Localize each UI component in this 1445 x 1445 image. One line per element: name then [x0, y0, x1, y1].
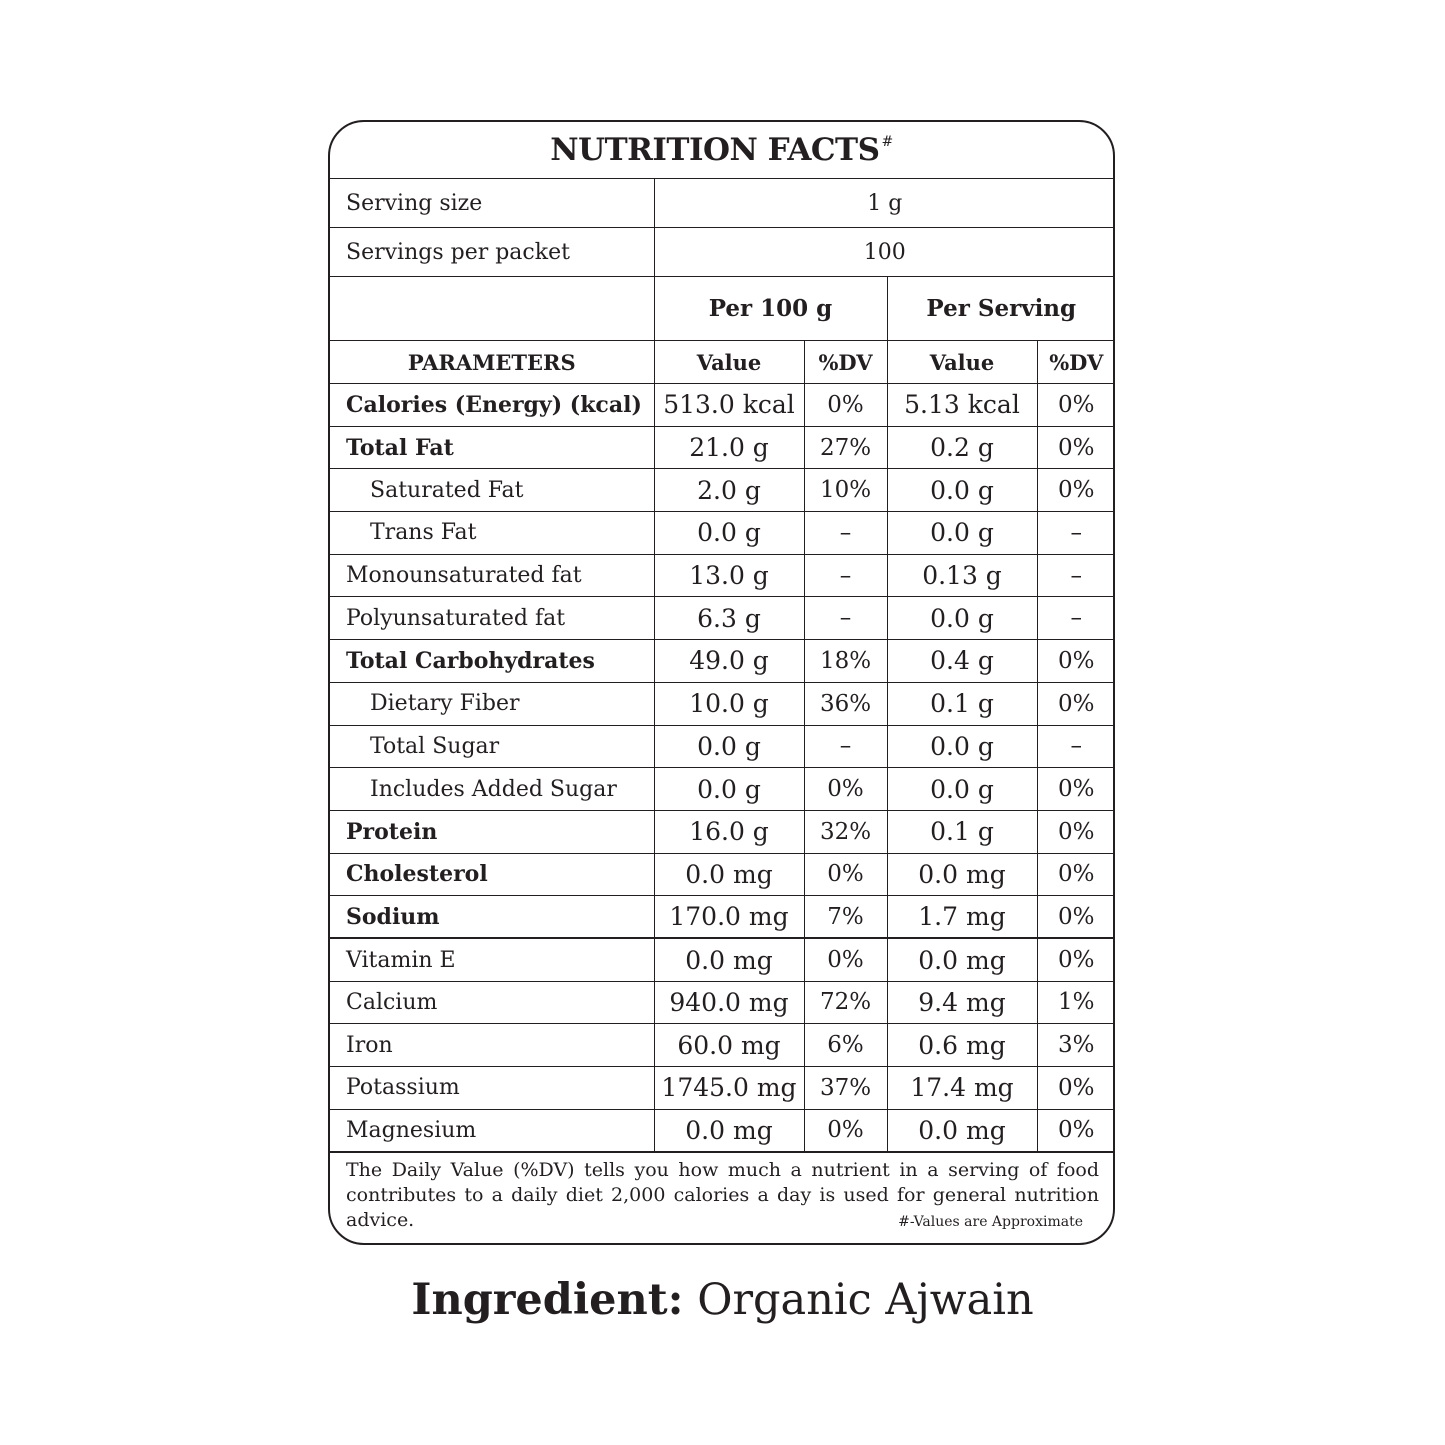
dv-serving: –: [1037, 725, 1115, 768]
panel-title: [330, 122, 1113, 178]
dv-serving: 0%: [1037, 682, 1115, 725]
group-header-per-serving: Per Serving: [887, 277, 1115, 341]
serving-size-value: 1 g: [654, 179, 1115, 228]
value-serving: 0.0 mg: [887, 1109, 1037, 1152]
column-header-dv-100g: %DV: [804, 341, 887, 384]
dv-serving: 0%: [1037, 469, 1115, 512]
dv-serving: 0%: [1037, 810, 1115, 853]
nutrient-name: Sodium: [330, 896, 654, 939]
value-serving: 0.0 g: [887, 512, 1037, 555]
servings-per-packet-row: [330, 228, 1115, 277]
dv-100g: 6%: [804, 1024, 887, 1067]
table-row: [330, 981, 1115, 1024]
value-100g: 10.0 g: [654, 682, 804, 725]
serving-size-row: [330, 179, 1115, 228]
dv-serving: 0%: [1037, 768, 1115, 811]
approximate-values-note: #-Values are Approximate: [898, 1214, 1083, 1230]
value-100g: 513.0 kcal: [654, 384, 804, 427]
value-100g: 49.0 g: [654, 640, 804, 683]
dv-serving: 3%: [1037, 1024, 1115, 1067]
dv-100g: 36%: [804, 682, 887, 725]
table-row: [330, 682, 1115, 725]
value-serving: 0.1 g: [887, 810, 1037, 853]
value-100g: 940.0 mg: [654, 981, 804, 1024]
title-text: NUTRITION FACTS: [550, 132, 880, 168]
dv-serving: 0%: [1037, 853, 1115, 896]
dv-100g: –: [804, 597, 887, 640]
dv-serving: –: [1037, 597, 1115, 640]
value-100g: 6.3 g: [654, 597, 804, 640]
value-100g: 13.0 g: [654, 554, 804, 597]
dv-100g: 10%: [804, 469, 887, 512]
value-serving: 0.0 g: [887, 768, 1037, 811]
table-row: [330, 768, 1115, 811]
nutrient-name: Potassium: [330, 1067, 654, 1110]
dv-100g: 0%: [804, 1109, 887, 1152]
value-100g: 0.0 g: [654, 768, 804, 811]
table-row: [330, 469, 1115, 512]
column-header-dv-serving: %DV: [1037, 341, 1115, 384]
nutrient-name: Monounsaturated fat: [330, 554, 654, 597]
nutrient-name: Saturated Fat: [330, 469, 654, 512]
value-serving: 0.2 g: [887, 426, 1037, 469]
table-row: [330, 810, 1115, 853]
dv-100g: 7%: [804, 896, 887, 939]
nutrient-name: Cholesterol: [330, 853, 654, 896]
nutrient-name: Calcium: [330, 981, 654, 1024]
value-100g: 2.0 g: [654, 469, 804, 512]
ingredient-label: Ingredient:: [411, 1275, 684, 1325]
value-100g: 1745.0 mg: [654, 1067, 804, 1110]
value-serving: 5.13 kcal: [887, 384, 1037, 427]
value-100g: 21.0 g: [654, 426, 804, 469]
dv-serving: –: [1037, 512, 1115, 555]
dv-serving: –: [1037, 554, 1115, 597]
dv-100g: 27%: [804, 426, 887, 469]
value-serving: 0.0 g: [887, 469, 1037, 512]
value-serving: 0.1 g: [887, 682, 1037, 725]
dv-100g: 72%: [804, 981, 887, 1024]
value-serving: 17.4 mg: [887, 1067, 1037, 1110]
value-100g: 0.0 mg: [654, 853, 804, 896]
value-serving: 0.6 mg: [887, 1024, 1037, 1067]
value-serving: 1.7 mg: [887, 896, 1037, 939]
nutrient-name: Magnesium: [330, 1109, 654, 1152]
table-row: [330, 384, 1115, 427]
dv-100g: –: [804, 554, 887, 597]
nutrient-name: Iron: [330, 1024, 654, 1067]
table-row: [330, 853, 1115, 896]
table-row: [330, 1024, 1115, 1067]
nutrient-name: Calories (Energy) (kcal): [330, 384, 654, 427]
dv-100g: 37%: [804, 1067, 887, 1110]
dv-100g: 18%: [804, 640, 887, 683]
value-serving: 0.0 mg: [887, 938, 1037, 981]
nutrition-facts-panel: [328, 120, 1115, 1245]
table-row: [330, 426, 1115, 469]
value-100g: 0.0 mg: [654, 1109, 804, 1152]
dv-serving: 0%: [1037, 1109, 1115, 1152]
dv-serving: 0%: [1037, 1067, 1115, 1110]
column-header-parameters: PARAMETERS: [330, 341, 654, 384]
column-header-value-100g: Value: [654, 341, 804, 384]
nutrient-name: Vitamin E: [330, 938, 654, 981]
value-100g: 0.0 g: [654, 725, 804, 768]
table-row: [330, 640, 1115, 683]
value-100g: 16.0 g: [654, 810, 804, 853]
value-100g: 170.0 mg: [654, 896, 804, 939]
dv-serving: 0%: [1037, 896, 1115, 939]
value-100g: 0.0 g: [654, 512, 804, 555]
table-row: [330, 938, 1115, 981]
dv-100g: 0%: [804, 853, 887, 896]
nutrition-table: [330, 178, 1115, 1153]
dv-serving: 0%: [1037, 938, 1115, 981]
dv-100g: –: [804, 512, 887, 555]
table-row: [330, 896, 1115, 939]
dv-100g: 0%: [804, 938, 887, 981]
dv-serving: 1%: [1037, 981, 1115, 1024]
nutrient-name: Protein: [330, 810, 654, 853]
value-serving: 0.4 g: [887, 640, 1037, 683]
value-serving: 0.13 g: [887, 554, 1037, 597]
table-row: [330, 554, 1115, 597]
servings-per-packet-value: 100: [654, 228, 1115, 277]
dv-serving: 0%: [1037, 426, 1115, 469]
dv-100g: –: [804, 725, 887, 768]
group-header-per-100g: Per 100 g: [654, 277, 887, 341]
nutrient-name: Total Carbohydrates: [330, 640, 654, 683]
ingredient-value: Organic Ajwain: [697, 1275, 1034, 1325]
column-header-row: [330, 341, 1115, 384]
dv-100g: 0%: [804, 384, 887, 427]
value-100g: 60.0 mg: [654, 1024, 804, 1067]
nutrient-name: Polyunsaturated fat: [330, 597, 654, 640]
table-row: [330, 597, 1115, 640]
value-serving: 0.0 g: [887, 597, 1037, 640]
dv-serving: 0%: [1037, 640, 1115, 683]
dv-100g: 0%: [804, 768, 887, 811]
group-header-empty: [330, 277, 654, 341]
serving-size-label: Serving size: [330, 179, 654, 228]
table-row: [330, 1067, 1115, 1110]
ingredient-line: [0, 1270, 1445, 1330]
table-row: [330, 512, 1115, 555]
dv-serving: 0%: [1037, 384, 1115, 427]
nutrient-name: Total Fat: [330, 426, 654, 469]
value-serving: 9.4 mg: [887, 981, 1037, 1024]
value-serving: 0.0 mg: [887, 853, 1037, 896]
dv-100g: 32%: [804, 810, 887, 853]
column-header-value-serving: Value: [887, 341, 1037, 384]
table-row: [330, 725, 1115, 768]
nutrient-name: Trans Fat: [330, 512, 654, 555]
daily-value-footnote: The Daily Value (%DV) tells you how much a nutrient in a serving of food contributes to a daily diet 2,000 calories a day is used for general nutrition advice.: [346, 1159, 1099, 1231]
value-serving: 0.0 g: [887, 725, 1037, 768]
group-header-row: [330, 277, 1115, 341]
value-100g: 0.0 mg: [654, 938, 804, 981]
title-mark: #: [881, 134, 893, 150]
nutrient-name: Includes Added Sugar: [330, 768, 654, 811]
servings-per-packet-label: Servings per packet: [330, 228, 654, 277]
table-row: [330, 1109, 1115, 1152]
nutrient-name: Total Sugar: [330, 725, 654, 768]
nutrient-name: Dietary Fiber: [330, 682, 654, 725]
